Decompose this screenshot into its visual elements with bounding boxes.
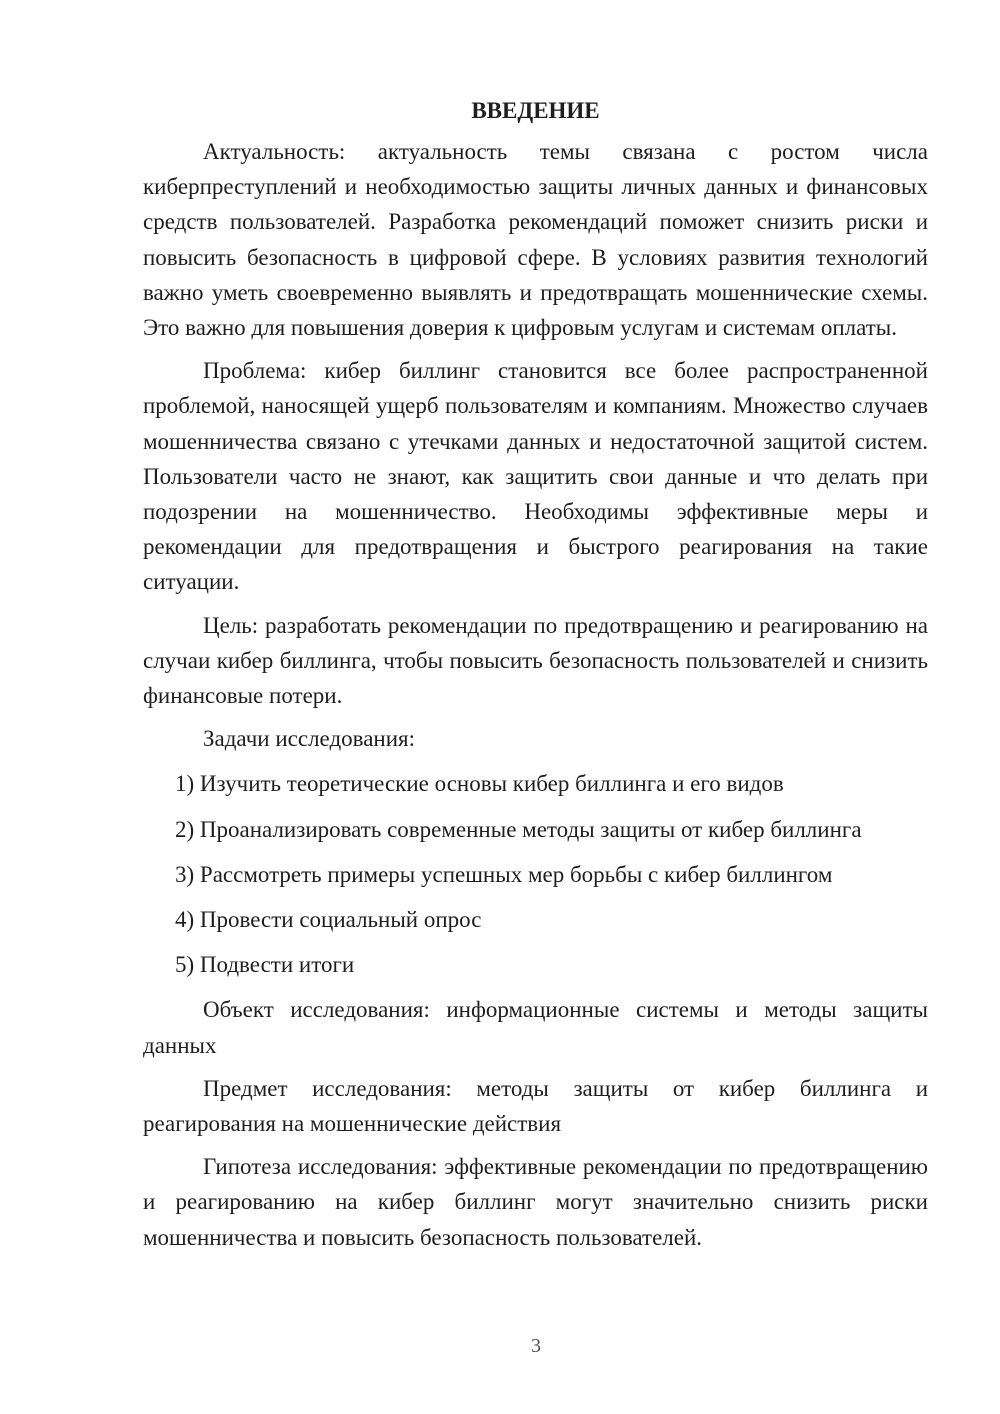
- task-item: 1) Изучить теоретические основы кибер биллинга и его видов: [175, 771, 784, 797]
- page-number: 3: [531, 1335, 541, 1357]
- tasks-list: [143, 766, 928, 982]
- paragraph-object: Объект исследования: информационные системы и методы защиты данных: [143, 997, 928, 1058]
- section-title: ВВЕДЕНИЕ: [471, 98, 600, 123]
- paragraph-goal: Цель: разработать рекомендации по предотвращению и реагированию на случаи кибер биллинга, чтобы повысить безопасность пользователей и снизить финансовые потери.: [143, 612, 928, 709]
- paragraph-relevance: Актуальность: актуальность темы связана с ростом числа киберпреступлений и необходимостью защиты личных данных и финансовых средств пользователей. Разработка рекомендаций поможет снизить риски и повысить безопасность в цифровой сфере. В условиях развития технологий важно уметь своевременно выявлять и предотвращать мошеннические схемы. Это важно для повышения доверия к цифровым услугам и системам оплаты.: [143, 139, 928, 341]
- task-item: 5) Подвести итоги: [175, 952, 355, 978]
- tasks-heading: Задачи исследования:: [203, 726, 416, 752]
- task-item: 4) Провести социальный опрос: [175, 907, 482, 933]
- paragraph-problem: Проблема: кибер биллинг становится все более распространенной проблемой, наносящей ущерб пользователям и компаниям. Множество случаев мошенничества связано с утечками данных и недостаточной защитой систем. Пользователи часто не знают, как защитить свои данные и что делать при подозрении на мошенничество. Необходимы эффективные меры и рекомендации для предотвращения и быстрого реагирования на такие ситуации.: [143, 358, 928, 595]
- document-page: [143, 88, 928, 1263]
- paragraph-hypothesis: Гипотеза исследования: эффективные рекомендации по предотвращению и реагированию на кибер биллинг могут значительно снизить риски мошенничества и повысить безопасность пользователей.: [143, 1154, 928, 1250]
- task-item: 3) Рассмотреть примеры успешных мер борьбы с кибер биллингом: [175, 861, 833, 887]
- paragraph-subject: Предмет исследования: методы защиты от кибер биллинга и реагирования на мошеннические действия: [143, 1075, 928, 1137]
- task-item: 2) Проанализировать современные методы защиты от кибер биллинга: [175, 816, 862, 842]
